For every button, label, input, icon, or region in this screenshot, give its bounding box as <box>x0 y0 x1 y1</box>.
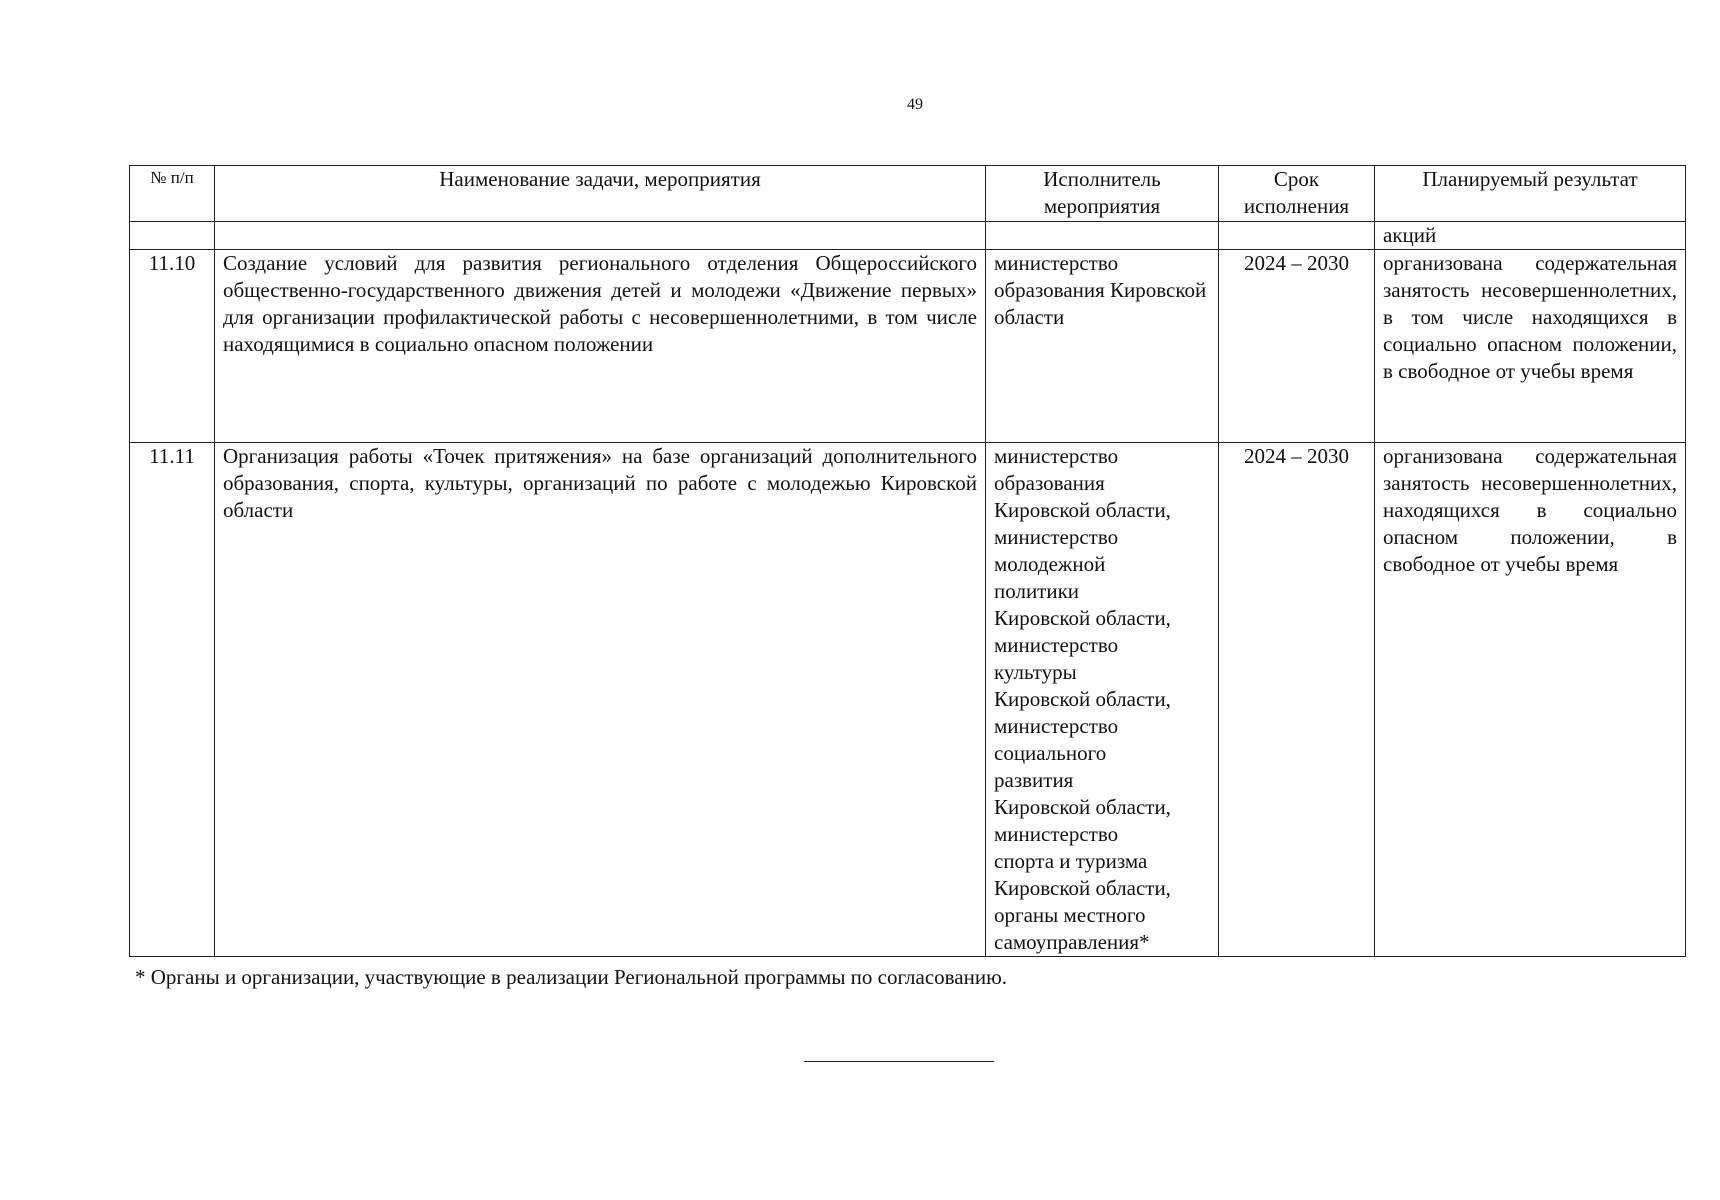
row-task: Организация работы «Точек притяжения» на базе организаций дополнительного образования, спорта, культуры, организаций по работе с молодежью Кировской области <box>215 443 986 957</box>
executor-line: Кировской области, <box>994 876 1171 900</box>
executor-line: образования <box>994 471 1105 495</box>
executor-line: социального <box>994 741 1107 765</box>
executor-line: Кировской области, <box>994 687 1171 711</box>
executor-line: Кировской области, <box>994 795 1171 819</box>
row-number: 11.10 <box>130 250 215 443</box>
continuation-num <box>130 222 215 250</box>
row-executor <box>986 443 1219 957</box>
row-number: 11.11 <box>130 443 215 957</box>
executor-line: министерство <box>994 525 1119 549</box>
table-row <box>130 250 1686 443</box>
continuation-executor <box>986 222 1219 250</box>
page-number: 49 <box>907 96 923 113</box>
row-term: 2024 – 2030 <box>1219 250 1375 443</box>
executor-line: спорта и туризма <box>994 849 1148 873</box>
executor-line: министерство <box>994 633 1119 657</box>
executor-line: самоуправления* <box>994 930 1150 954</box>
executor-line: органы местного <box>994 903 1146 927</box>
header-task: Наименование задачи, мероприятия <box>215 166 986 222</box>
table-row <box>130 443 1686 957</box>
executor-line: министерство <box>994 822 1119 846</box>
row-task: Создание условий для развития регионального отделения Общероссийского общественно-государственного движения детей и молодежи «Движение первых» для организации профилактической работы с несовершеннолетними, в том числе находящимися в социально опасном положении <box>215 250 986 443</box>
header-number: № п/п <box>130 166 215 222</box>
header-executor: Исполнитель мероприятия <box>986 166 1219 222</box>
executor-line: Кировской области, <box>994 606 1171 630</box>
table-header-row <box>130 166 1686 222</box>
header-term: Срок исполнения <box>1219 166 1375 222</box>
continuation-task <box>215 222 986 250</box>
continuation-term <box>1219 222 1375 250</box>
header-result: Планируемый результат <box>1375 166 1686 222</box>
row-result: организована содержательная занятость несовершеннолетних, находящихся в социально опасном положении, в свободное от учебы время <box>1375 443 1686 957</box>
footnote: * Органы и организации, участвующие в реализации Региональной программы по согласованию. <box>135 965 1008 989</box>
executor-line: молодежной <box>994 552 1106 576</box>
executor-line: министерство <box>994 444 1119 468</box>
row-term: 2024 – 2030 <box>1219 443 1375 957</box>
measures-table <box>129 165 1686 957</box>
row-result: организована содержательная занятость несовершеннолетних, в том числе находящихся в социально опасном положении, в свободное от учебы время <box>1375 250 1686 443</box>
row-executor: министерство образования Кировской области <box>986 250 1219 443</box>
continuation-result: акций <box>1375 222 1686 250</box>
executor-line: культуры <box>994 660 1077 684</box>
executor-line: развития <box>994 768 1074 792</box>
end-rule <box>804 1061 994 1062</box>
executor-line: политики <box>994 579 1080 603</box>
continuation-row <box>130 222 1686 250</box>
executor-line: Кировской области, <box>994 498 1171 522</box>
executor-line: министерство <box>994 714 1119 738</box>
